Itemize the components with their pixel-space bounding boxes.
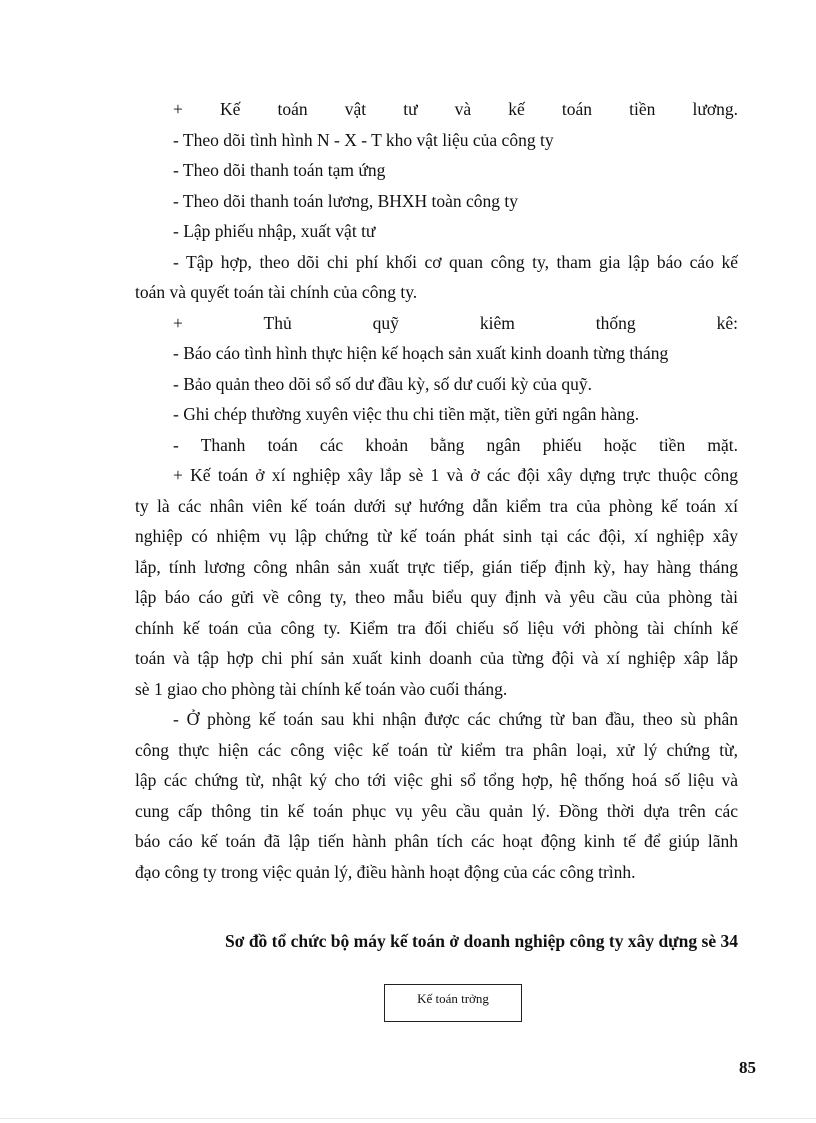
page-number: 85 xyxy=(739,1058,756,1077)
text-line: toán và quyết toán tài chính của công ty. xyxy=(135,282,418,302)
text-line: toán và tập hợp chi phí sản xuất kinh doanh của từng đội và xí nghiệp xâp lắp xyxy=(135,648,738,668)
org-chart-box-chief-accountant: Kế toán trởng xyxy=(384,984,522,1022)
text-line: - Báo cáo tình hình thực hiện kế hoạch sản xuất kinh doanh từng tháng xyxy=(173,343,669,363)
section-heading: Sơ đồ tổ chức bộ máy kế toán ở doanh nghiệp công ty xây dựng sè 34 xyxy=(225,931,738,951)
text-line: lập các chứng từ, nhật ký cho tới việc ghi sổ tổng hợp, hệ thống hoá số liệu và xyxy=(135,770,738,790)
text-line: ty là các nhân viên kế toán dưới sự hướng dẫn kiểm tra của phòng kế toán xí xyxy=(135,495,738,516)
text-line: lập báo cáo gửi về công ty, theo mẫu biểu quy định và yêu cầu của phòng tài xyxy=(135,587,738,607)
text-line: - Ghi chép thường xuyên việc thu chi tiền mặt, tiền gửi ngân hàng. xyxy=(173,404,640,424)
text-line: + Kế toán vật tư và kế toán tiền lương. xyxy=(173,99,738,119)
text-line: báo cáo kế toán đã lập tiến hành phân tích các hoạt động kinh tế để giúp lãnh xyxy=(135,831,738,851)
text-line: - Ở phòng kế toán sau khi nhận được các chứng từ ban đầu, theo sù phân xyxy=(173,709,738,729)
text-line: đạo công ty trong việc quản lý, điều hành hoạt động của các công trình. xyxy=(135,861,636,882)
text-line: nghiệp có nhiệm vụ lập chứng từ kế toán phát sinh tại các đội, xí nghiệp xây xyxy=(135,526,738,546)
text-line: công thực hiện các công việc kế toán từ kiểm tra phân loại, xử lý chứng từ, xyxy=(135,739,738,760)
text-line: - Bảo quản theo dõi sổ số dư đầu kỳ, số dư cuối kỳ của quỹ. xyxy=(173,373,592,394)
text-line: cung cấp thông tin kế toán phục vụ yêu cầu quản lý. Đồng thời dựa trên các xyxy=(135,800,738,821)
text-line: + Kế toán ở xí nghiệp xây lắp sè 1 và ở các đội xây dựng trực thuộc công xyxy=(173,465,738,485)
text-line: - Lập phiếu nhập, xuất vật tư xyxy=(173,221,376,241)
text-line: - Thanh toán các khoản bằng ngân phiếu hoặc tiền mặt. xyxy=(173,434,738,455)
text-line: chính kế toán của công ty. Kiểm tra đối chiếu số liệu với phòng tài chính kế xyxy=(135,617,738,638)
text-line: - Theo dõi thanh toán lương, BHXH toàn công ty xyxy=(173,190,519,211)
text-line: - Theo dõi tình hình N - X - T kho vật liệu của công ty xyxy=(173,129,554,150)
text-line: - Theo dõi thanh toán tạm ứng xyxy=(173,160,386,180)
text-line: sè 1 giao cho phòng tài chính kế toán vào cuối tháng. xyxy=(135,678,508,699)
text-line: + Thủ quỹ kiêm thống kê: xyxy=(173,312,738,333)
text-line: lắp, tính lương công nhân sản xuất trực tiếp, gián tiếp định kỳ, hay hàng tháng xyxy=(135,556,738,577)
text-line: - Tập hợp, theo dõi chi phí khối cơ quan công ty, tham gia lập báo cáo kế xyxy=(173,251,738,272)
body-text xyxy=(135,94,738,887)
page-edge xyxy=(0,1118,816,1119)
